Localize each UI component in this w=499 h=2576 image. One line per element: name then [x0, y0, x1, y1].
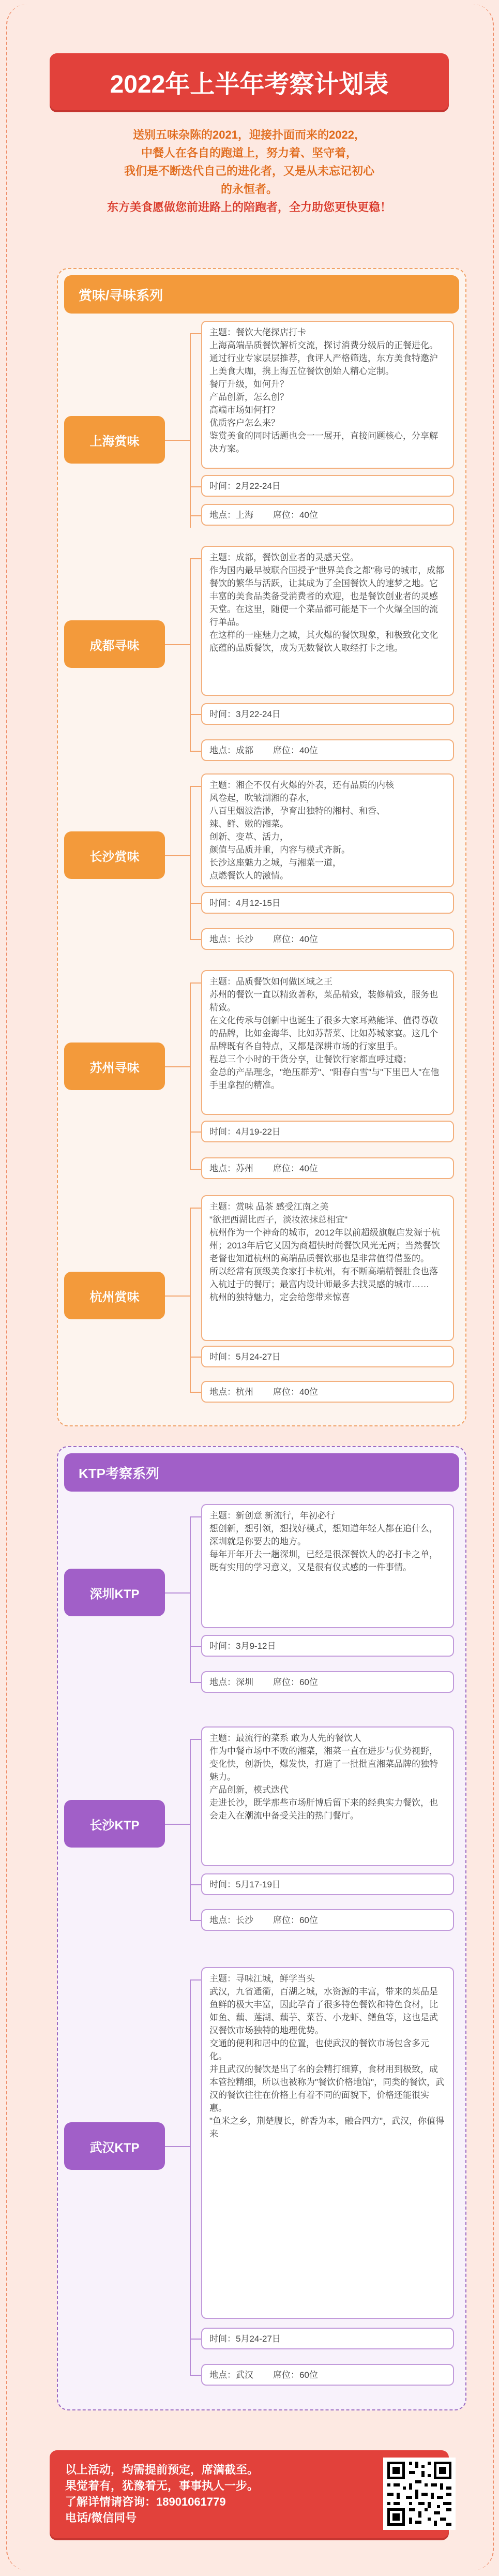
seats-text: 席位：40位 [273, 745, 318, 755]
intro-text [46, 126, 453, 247]
connector [190, 1392, 201, 1393]
intro-line: 我们是不断迭代自己的进化者，又是从未忘记初心 [124, 165, 374, 177]
connector [190, 558, 191, 751]
connector [190, 1357, 201, 1358]
connector [190, 1739, 201, 1740]
connector [190, 786, 191, 939]
place-text: 地点：成都 [209, 745, 253, 755]
connector [190, 939, 201, 940]
intro-highlight: 东方美食愿做您前进路上的陪跑者，全力助您更快更稳！ [107, 201, 391, 214]
connector [190, 1646, 201, 1647]
connector [190, 1169, 201, 1170]
time-text: 时间：3月9-12日 [209, 1641, 276, 1651]
time-text: 时间：5月24-27日 [209, 2333, 281, 2344]
event-time [201, 1121, 454, 1142]
event-label[interactable]: 成都寻味 [64, 620, 165, 668]
qr-code-image [383, 2458, 456, 2530]
connector [190, 786, 201, 787]
event-place [201, 928, 454, 950]
time-text: 时间：4月19-22日 [209, 1126, 281, 1137]
connector [165, 1296, 190, 1297]
time-text: 时间：4月12-15日 [209, 898, 281, 908]
event-label[interactable]: 杭州赏味 [64, 1272, 165, 1319]
place-text: 地点：苏州 [209, 1163, 253, 1173]
connector [190, 333, 201, 334]
connector [165, 1824, 190, 1825]
connector [190, 558, 201, 559]
time-text: 时间：5月17-19日 [209, 1879, 281, 1889]
seats-text: 席位：40位 [273, 934, 318, 944]
page-title: 2022年上半年考察计划表 [50, 53, 449, 110]
event-label[interactable]: 上海赏味 [64, 416, 165, 464]
event-place [201, 1157, 454, 1179]
seats-text: 席位：40位 [273, 1163, 318, 1173]
event-theme: 主题：餐饮大佬探店打卡 上海高端品质餐饮解析交流，探讨消费分级后的正餐进化。 通过行业专家层层推荐，食评人严格筛选，东方美食特邀沪上美食大咖，携上海五位餐饮创始人精心定制。 餐厅升级，如何升？ 产品创新，怎么创？ 高端市场如何打？ 优质客户怎么来？ 鉴赏美食的同时话题也会一一展开，直接问题核心，分享解决方案。 [201, 321, 454, 469]
event-theme: 主题：寻味江城，鲜学当头 武汉，九省通衢，百湖之城，水资源的丰富，带来的菜品是鱼鲜的极大丰富，因此孕育了很多特色餐饮和特色食材，比如鱼、藕、莲湖、藕芋、菜苔、小龙虾、鳝鱼等，这也是武汉餐饮市场独特的地理优势。 交通的便利和居中的位置，也使武汉的餐饮市场包含多元化。 并且武汉的餐饮是出了名的会精打细算，食材用到极致，成本管控精细，所以也被称为"餐饮价格地馆"，同类的餐饮，武汉的餐饮往往在价格上有着不同的面貌下，价格还能很实惠。 "鱼米之乡，荆楚腹长，鲜香为本，融合四方"，武汉，你值得来 [201, 1967, 454, 2319]
time-text: 时间：2月22-24日 [209, 481, 281, 491]
event-time [201, 1635, 454, 1657]
connector [190, 2339, 201, 2340]
event-place [201, 504, 454, 526]
event-theme: 主题：品质餐饮如何做区域之王 苏州的餐饮一直以精致著称，菜品精致，装修精致，服务也精致。 在文化传承与创新中也诞生了很多大家耳熟能详、值得尊敬的品牌，比如金海华、比如苏帮菜、比如苏城家宴。这几个品牌既有各自特点，又都是深耕市场的行家里手。 程总三个小时的干货分享，让餐饮行家都直呼过瘾； 金总的产品理念，"绝压群芳"、"阳春白雪"与"下里巴人"在他手里拿捏的精准。 [201, 970, 454, 1115]
connector [190, 1208, 191, 1392]
section-tasting [57, 268, 466, 1426]
connector [190, 903, 201, 904]
contact-footer [50, 2450, 449, 2538]
seats-text: 席位：60位 [273, 1677, 318, 1687]
event-item [58, 1195, 465, 1412]
connector [190, 1979, 201, 1981]
place-text: 地点：武汉 [209, 2370, 253, 2380]
connector [190, 1516, 191, 1682]
place-text: 地点：杭州 [209, 1387, 253, 1397]
section-header: KTP考察系列 [64, 1453, 459, 1492]
event-place [201, 739, 454, 761]
connector [190, 1131, 201, 1133]
event-time [201, 892, 454, 914]
event-item [58, 773, 465, 955]
intro-line: 中餐人在各自的跑道上，努力着、坚守着， [141, 146, 357, 159]
connector [165, 855, 190, 856]
event-item [58, 1967, 465, 2396]
section-header: 赏味/寻味系列 [64, 275, 459, 314]
event-time [201, 475, 454, 497]
time-text: 时间：5月24-27日 [209, 1351, 281, 1362]
connector [165, 2146, 190, 2147]
place-text: 地点：长沙 [209, 934, 253, 944]
event-time [201, 703, 454, 725]
time-text: 时间：3月22-24日 [209, 709, 281, 719]
place-text: 地点：上海 [209, 510, 253, 520]
connector [190, 486, 201, 487]
seats-text: 席位：40位 [273, 1387, 318, 1397]
connector [190, 515, 201, 516]
event-item [58, 970, 465, 1172]
event-place [201, 1909, 454, 1931]
intro-line: 的永恒者。 [220, 183, 278, 196]
seats-text: 席位：60位 [273, 2370, 318, 2380]
seats-text: 席位：40位 [273, 510, 318, 520]
connector [190, 1516, 201, 1517]
event-item [58, 321, 465, 528]
event-label[interactable]: 长沙赏味 [64, 831, 165, 879]
connector [165, 1066, 190, 1067]
event-theme: 主题：成都，餐饮创业者的灵感天堂。 作为国内最早被联合国授予"世界美食之都"称号的城市，成都餐饮的繁华与活跃，让其成为了全国餐饮人的速梦之地。它丰富的美食品类备受消费者的欢迎，也是餐饮创业者的灵感天堂。在这里，随便一个菜品都可能是下一个火爆全国的流行单品。 在这样的一座魅力之城，其火爆的餐饮现象，和极致化文化底蕴的品质餐饮，成为无数餐饮人取经打卡之地。 [201, 546, 454, 696]
seats-text: 席位：60位 [273, 1915, 318, 1925]
section-ktp [57, 1446, 466, 2410]
event-item [58, 546, 465, 753]
event-theme: 主题：新创意 新流行，年初必行 想创新，想引领，想找好模式，想知道年轻人都在追什么，深圳就是你要去的地方。 每年开年开去一趟深圳，已经是很深餐饮人的必打卡之单，既有实用的学习意义，又是很有仪式感的一件事情。 [201, 1504, 454, 1628]
connector [190, 333, 191, 528]
connector [190, 1208, 201, 1209]
event-place [201, 1381, 454, 1403]
event-place [201, 1671, 454, 1693]
connector [165, 644, 190, 645]
event-item [58, 1726, 465, 1954]
connector [190, 1739, 191, 1920]
qr-code[interactable] [383, 2458, 456, 2530]
event-label[interactable]: 苏州寻味 [64, 1043, 165, 1090]
event-theme: 主题：赏味 品茶 感受江南之美 "欲把西湖比西子，淡妆浓抹总相宜" 杭州作为一个神奇的城市，2012年以前超级旗舰店发源于杭州；2013年后它又因为商超快时尚餐饮风光无两；当然餐饮老督也知道杭州的高端品质餐饮那也是非常值得借鉴的。 所以经常有顶级美食家打卡杭州，有不断高端精餐肚食也落入杭过于的餐厅；最富内设计师最多去找灵感的城市…… 杭州的独特魅力，定会给您带来惊喜 [201, 1195, 454, 1341]
contact-text: 以上活动，均需提前预定，席满截至。 果觉着有，犹豫着无，事事执人一步。 了解详情请咨询：18901061779 电话/微信同号 [65, 2463, 259, 2524]
intro-line: 送别五味杂陈的2021，迎接扑面而来的2022， [133, 128, 366, 141]
event-time [201, 1873, 454, 1895]
event-label[interactable]: 武汉KTP [64, 2122, 165, 2170]
event-theme: 主题：最流行的菜系 敢为人先的餐饮人 作为中餐市场中不败的湘菜，湘菜一直在进步与优势视野，变化快，创新快，爆发快，打造了一批批直湘菜品牌的独特魅力。 产品创新，模式迭代 走进长沙，既学那些市场肝博后留下来的经典实力餐饮，也会走入在潮流中备受关注的热门餐厅。 [201, 1726, 454, 1866]
connector [190, 1979, 191, 2375]
event-time [201, 1346, 454, 1367]
connector [190, 1920, 201, 1921]
connector [190, 1884, 201, 1885]
connector [165, 1592, 190, 1594]
connector [190, 1682, 201, 1683]
event-label[interactable]: 长沙KTP [64, 1800, 165, 1848]
connector [190, 714, 201, 715]
connector [190, 982, 201, 984]
connector [165, 440, 190, 441]
event-time [201, 2328, 454, 2349]
place-text: 地点：长沙 [209, 1915, 253, 1925]
connector [190, 2375, 201, 2376]
connector [190, 982, 191, 1169]
event-place [201, 2364, 454, 2386]
event-label[interactable]: 深圳KTP [64, 1569, 165, 1616]
place-text: 地点：深圳 [209, 1677, 253, 1687]
event-theme: 主题：湘企不仅有火爆的外表，还有品质的内核 风卷起，吹皱湖湘的春水， 八百里烟波浩渺，孕育出独特的湘村、和香、 辣、鲜、嫩的湘菜。 创新、变革、活力， 颜值与品质并重，内容与模式齐新。 长沙这座魅力之城，与湘菜一道， 点燃餐饮人的激情。 [201, 773, 454, 887]
event-item [58, 1504, 465, 1706]
connector [190, 751, 201, 752]
